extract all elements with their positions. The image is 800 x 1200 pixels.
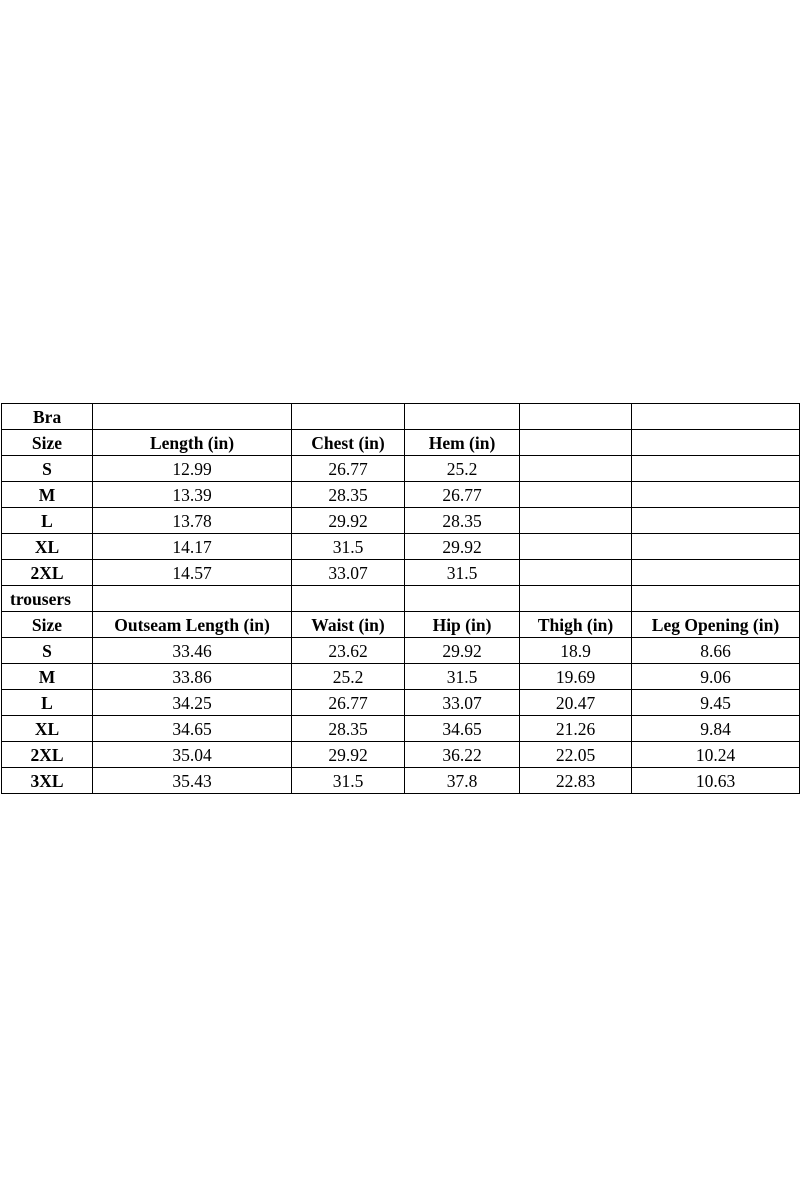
measurement-cell: 29.92 [405, 534, 520, 560]
measurement-cell: 22.83 [520, 768, 632, 794]
size-label-cell: 2XL [2, 742, 93, 768]
trousers-section-title: trousers [2, 586, 93, 612]
trousers-header-row [2, 612, 800, 638]
measurement-cell: 8.66 [632, 638, 800, 664]
bra-column-header [520, 430, 632, 456]
table-row [2, 664, 800, 690]
table-row [2, 560, 800, 586]
size-label-cell: L [2, 690, 93, 716]
table-row [2, 456, 800, 482]
bra-section-title-row [2, 404, 800, 430]
measurement-cell: 9.84 [632, 716, 800, 742]
measurement-cell [520, 482, 632, 508]
measurement-cell: 28.35 [405, 508, 520, 534]
bra-section-title: Bra [2, 404, 93, 430]
table-row [2, 742, 800, 768]
empty-cell [405, 404, 520, 430]
measurement-cell [632, 534, 800, 560]
measurement-cell: 33.07 [405, 690, 520, 716]
size-label-cell: L [2, 508, 93, 534]
measurement-cell [632, 560, 800, 586]
measurement-cell: 25.2 [292, 664, 405, 690]
trousers-section-title-row [2, 586, 800, 612]
table-row [2, 690, 800, 716]
measurement-cell [520, 560, 632, 586]
measurement-cell [632, 456, 800, 482]
size-label-cell: S [2, 638, 93, 664]
measurement-cell [520, 534, 632, 560]
size-label-cell: XL [2, 534, 93, 560]
size-label-cell: M [2, 664, 93, 690]
table-row [2, 534, 800, 560]
empty-cell [405, 586, 520, 612]
empty-cell [93, 404, 292, 430]
measurement-cell: 31.5 [292, 534, 405, 560]
measurement-cell: 10.24 [632, 742, 800, 768]
empty-cell [632, 404, 800, 430]
measurement-cell: 22.05 [520, 742, 632, 768]
measurement-cell: 34.65 [93, 716, 292, 742]
empty-cell [632, 586, 800, 612]
measurement-cell: 19.69 [520, 664, 632, 690]
measurement-cell: 20.47 [520, 690, 632, 716]
measurement-cell: 25.2 [405, 456, 520, 482]
table-row [2, 482, 800, 508]
table-row [2, 716, 800, 742]
measurement-cell [632, 482, 800, 508]
measurement-cell: 33.86 [93, 664, 292, 690]
measurement-cell: 28.35 [292, 482, 405, 508]
size-label-cell: 3XL [2, 768, 93, 794]
size-label-cell: XL [2, 716, 93, 742]
measurement-cell: 12.99 [93, 456, 292, 482]
measurement-cell: 33.07 [292, 560, 405, 586]
bra-column-header: Size [2, 430, 93, 456]
measurement-cell: 26.77 [292, 690, 405, 716]
size-chart-table [1, 403, 800, 794]
size-label-cell: M [2, 482, 93, 508]
measurement-cell: 31.5 [405, 664, 520, 690]
table-row [2, 508, 800, 534]
measurement-cell: 13.78 [93, 508, 292, 534]
measurement-cell [520, 508, 632, 534]
measurement-cell: 28.35 [292, 716, 405, 742]
empty-cell [292, 404, 405, 430]
bra-column-header: Chest (in) [292, 430, 405, 456]
trousers-column-header: Thigh (in) [520, 612, 632, 638]
measurement-cell: 13.39 [93, 482, 292, 508]
bra-column-header: Hem (in) [405, 430, 520, 456]
measurement-cell: 29.92 [405, 638, 520, 664]
size-label-cell: S [2, 456, 93, 482]
measurement-cell: 36.22 [405, 742, 520, 768]
measurement-cell: 29.92 [292, 742, 405, 768]
measurement-cell: 31.5 [292, 768, 405, 794]
empty-cell [292, 586, 405, 612]
measurement-cell: 35.04 [93, 742, 292, 768]
bra-column-header: Length (in) [93, 430, 292, 456]
bra-column-header [632, 430, 800, 456]
measurement-cell: 14.57 [93, 560, 292, 586]
table-row [2, 638, 800, 664]
trousers-column-header: Hip (in) [405, 612, 520, 638]
measurement-cell: 34.65 [405, 716, 520, 742]
empty-cell [93, 586, 292, 612]
measurement-cell: 34.25 [93, 690, 292, 716]
trousers-column-header: Leg Opening (in) [632, 612, 800, 638]
size-chart-body [2, 404, 800, 794]
measurement-cell: 37.8 [405, 768, 520, 794]
measurement-cell [632, 508, 800, 534]
measurement-cell: 10.63 [632, 768, 800, 794]
measurement-cell [520, 456, 632, 482]
measurement-cell: 9.06 [632, 664, 800, 690]
measurement-cell: 18.9 [520, 638, 632, 664]
measurement-cell: 35.43 [93, 768, 292, 794]
trousers-column-header: Size [2, 612, 93, 638]
empty-cell [520, 586, 632, 612]
measurement-cell: 29.92 [292, 508, 405, 534]
size-label-cell: 2XL [2, 560, 93, 586]
measurement-cell: 9.45 [632, 690, 800, 716]
measurement-cell: 21.26 [520, 716, 632, 742]
measurement-cell: 14.17 [93, 534, 292, 560]
table-row [2, 768, 800, 794]
bra-header-row [2, 430, 800, 456]
measurement-cell: 23.62 [292, 638, 405, 664]
empty-cell [520, 404, 632, 430]
trousers-column-header: Outseam Length (in) [93, 612, 292, 638]
measurement-cell: 33.46 [93, 638, 292, 664]
measurement-cell: 26.77 [292, 456, 405, 482]
measurement-cell: 26.77 [405, 482, 520, 508]
measurement-cell: 31.5 [405, 560, 520, 586]
trousers-column-header: Waist (in) [292, 612, 405, 638]
